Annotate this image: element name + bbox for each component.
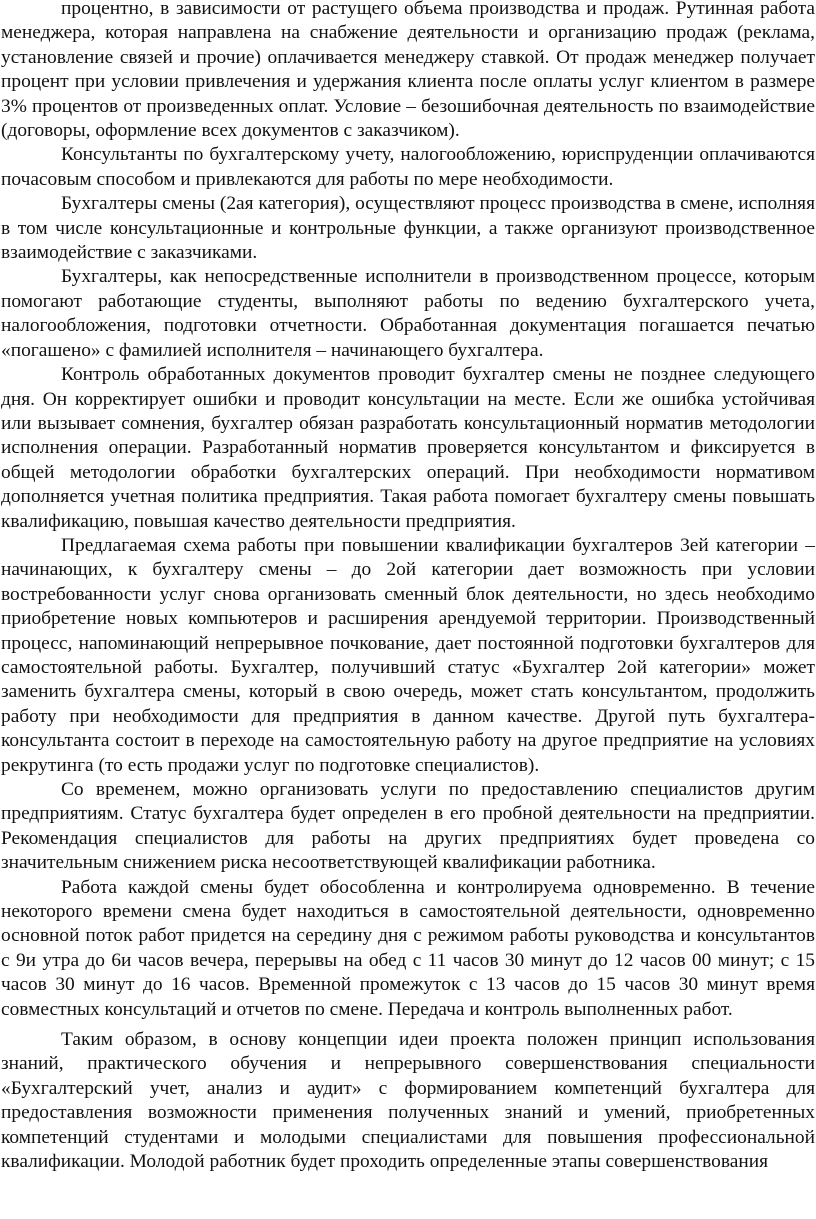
paragraph-document-control: Контроль обработанных документов проводит бухгалтер смены не позднее следующего дня. Он корректирует ошибки и проводит консультации на месте. Если же ошибка устойчивая или вызывает сомнения, бухгалтер обязан разработать консультационный норматив методологии исполнения операции. Разработанный норматив проверяется консультантом и фиксируется в общей методологии обработки бухгалтерских операций. При необходимости нормативом дополняется учетная политика предприятия. Такая работа помогает бухгалтеру смены повышать квалификацию, повышая качество деятельности предприятия. (1, 364, 815, 532)
paragraph-specialist-services: Со временем, можно организовать услуги по предоставлению специалистов другим предприятиям. Статус бухгалтера будет определен в его пробной деятельности на предприятии. Рекомендация специалистов для работы на других предприятиях будет проведена со значительным снижением риска несоответствующей квалификации работника. (1, 779, 815, 874)
paragraph-accountants: Бухгалтеры, как непосредственные исполнители в производственном процессе, которым помогают работающие студенты, выполняют работы по ведению бухгалтерского учета, налогообложения, подготовки отчетности. Обработанная документация погашается печатью «погашено» с фамилией исполнителя – начинающего бухгалтера. (1, 266, 815, 361)
paragraph-consultants: Консультанты по бухгалтерскому учету, налогообложению, юриспруденции оплачиваются почасовым способом и привлекаются для работы по мере необходимости. (1, 144, 815, 190)
paragraph-shift-schedule: Работа каждой смены будет обособленна и контролируема одновременно. В течение некоторого времени смена будет находиться в самостоятельной деятельности, одновременно основной поток работ придется на середину дня с режимом работы руководства и консультантов с 9и утра до 6и часов вечера, перерывы на обед с 11 часов 30 минут до 12 часов 00 минут; с 15 часов 30 минут до 16 часов. Временной промежуток с 13 часов до 15 часов 30 минут время совместных консультаций и отчетов по смене. Передача и контроль выполненных работ. (1, 876, 815, 1020)
paragraph-shift-accountants: Бухгалтеры смены (2ая категория), осуществляют процесс производства в смене, исполняя в том числе консультационные и контрольные функции, а также организуют производственное взаимодействие с заказчиками. (1, 193, 815, 264)
paragraph-conclusion: Таким образом, в основу концепции идеи проекта положен принцип использования знаний, практического обучения и непрерывного совершенствования специальности «Бухгалтерский учет, анализ и аудит» с формированием компетенций бухгалтера для предоставления возможности применения полученных знаний и умений, приобретенных компетенций студентами и молодыми специалистами для повышения профессиональной квалификации. Молодой работник будет проходить определенные этапы совершенствования (1, 1029, 815, 1173)
paragraph-qualification-scheme: Предлагаемая схема работы при повышении квалификации бухгалтеров 3ей категории – начинающих, к бухгалтеру смены – до 2ой категории дает возможность при условии востребованности услуг снова организовать сменный блок деятельности, но здесь необходимо приобретение новых компьютеров и расширения арендуемой территории. Производственный процесс, напоминающий непрерывное почкование, дает постоянной подготовки бухгалтеров для самостоятельной работы. Бухгалтер, получивший статус «Бухгалтер 2ой категории» может заменить бухгалтера смены, который в свою очередь, может стать консультантом, продолжить работу при необходимости для предприятия в данном качестве. Другой путь бухгалтера-консультанта состоит в переходе на самостоятельную работу на другое предприятие на условиях рекрутинга (то есть продажи услуг по подготовке специалистов). (1, 534, 815, 776)
paragraph-manager-pay: процентно, в зависимости от растущего объема производства и продаж. Рутинная работа менеджера, которая направлена на снабжение деятельности и организацию продаж (реклама, установление связей и прочие) оплачивается менеджеру ставкой. От продаж менеджер получает процент при условии привлечения и удержания клиента после оплаты услуг клиентом в размере 3% процентов от произведенных оплат. Условие – безошибочная деятельность по взаимодействие (договоры, оформление всех документов с заказчиком). (1, 0, 815, 142)
